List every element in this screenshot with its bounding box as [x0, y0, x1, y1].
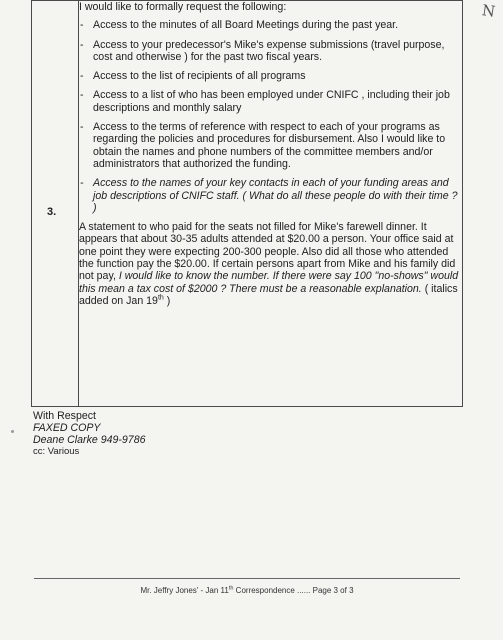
scan-speck — [11, 430, 14, 433]
table-row — [32, 1, 463, 407]
signature-block — [33, 410, 146, 458]
request-body-cell — [79, 1, 463, 407]
list-item: - Access to the minutes of all Board Meetings during the past year. — [79, 19, 462, 31]
row-number: 3. — [47, 206, 57, 218]
page-footer — [34, 586, 460, 595]
faxed-copy: FAXED COPY — [33, 422, 101, 434]
list-item: - Access to your predecessor's Mike's expense submissions (travel purpose, cost and otherwise ) for the past two fiscal years. — [79, 39, 462, 64]
closing: With Respect — [33, 410, 96, 422]
request-intro: I would like to formally request the following: — [79, 1, 287, 13]
list-item: - Access to the list of recipients of all programs — [79, 70, 462, 82]
dinner-statement — [79, 221, 462, 307]
request-table — [31, 0, 463, 407]
statement-text: A statement to who paid for the seats not filled for Mike's farewell dinner. It appears that about 30-35 adults attended at $20.00 a person. Your office said at one point they were expecting 200-300 people. Also did all those who attended the function pay the $20.00. If certain persons apart from Mike and his family did not pay, — [79, 221, 456, 283]
list-item-italic: - Access to the names of your key contacts in each of your funding areas and job descriptions of CNIFC staff. ( What do all these people do with their time ? ) — [79, 177, 462, 214]
footer-sup: th — [228, 585, 234, 592]
list-item: - Access to a list of who has been employed under CNIFC , including their job descriptions and monthly salary — [79, 89, 462, 114]
cc-line: cc: Various — [33, 446, 80, 457]
request-list — [79, 19, 462, 214]
footer-suffix: Correspondence ...... Page 3 of 3 — [233, 586, 354, 595]
footer-divider — [34, 578, 460, 579]
statement-italic-text: I would like to know the number. If there were say 100 "no-shows" would this mean a tax cost of $2000 ? There must be a reasonable explanation. — [79, 270, 459, 295]
italics-note: ( italics added on Jan 19 — [79, 282, 458, 307]
italics-note-end: ) — [163, 294, 171, 307]
footer-prefix: Mr. Jeffry Jones' - Jan 11 — [140, 586, 229, 595]
sender-name: Deane Clarke 949-9786 — [33, 434, 146, 446]
italics-note-sup: th — [157, 294, 164, 302]
handwritten-mark: N — [480, 1, 497, 21]
row-number-cell — [32, 1, 79, 407]
list-item: - Access to the terms of reference with respect to each of your programs as regarding the policies and procedures for disbursement. Also I would like to obtain the names and phone numbers of the committee members and/or administrators that authorized the funding. — [79, 121, 462, 170]
